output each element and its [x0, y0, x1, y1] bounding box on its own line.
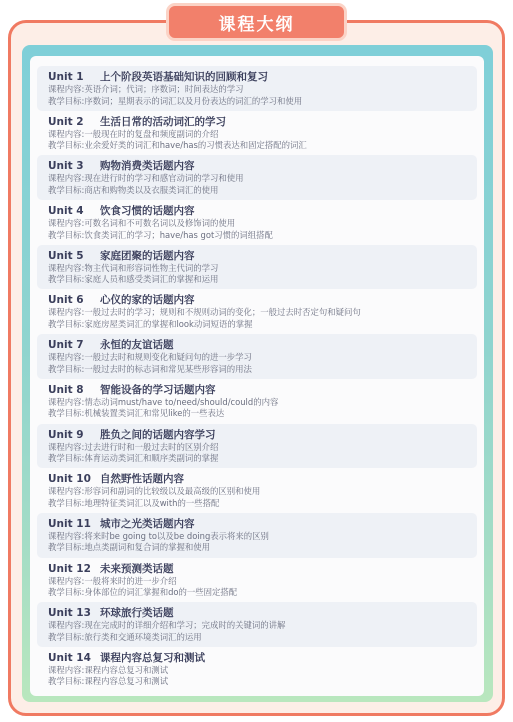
- unit-title: 永恒的友谊话题: [100, 339, 174, 352]
- unit-title: 智能设备的学习话题内容: [100, 383, 216, 396]
- unit-title: 饮食习惯的话题内容: [100, 205, 195, 218]
- unit-goal: 教学目标:身体部位的词汇掌握和do的一些固定搭配: [48, 587, 238, 598]
- unit-content: 课程内容:物主代词和形容词性物主代词的学习: [48, 262, 219, 273]
- unit-item: [37, 66, 477, 111]
- unit-goal: 教学目标:家庭人员和感受类词汇的掌握和运用: [48, 274, 219, 285]
- unit-goal: 教学目标:课程内容总复习和测试: [48, 676, 169, 687]
- unit-title: 自然野性话题内容: [100, 473, 184, 486]
- unit-number: Unit 6: [48, 294, 84, 307]
- unit-item: [37, 289, 477, 334]
- unit-content: 课程内容:过去进行时和一般过去时的区别介绍: [48, 441, 219, 452]
- unit-content: 课程内容:可数名词和不可数名词以及修饰词的使用: [48, 218, 236, 229]
- unit-goal: 教学目标:机械装置类词汇和常见like的一些表达: [48, 408, 225, 419]
- unit-heading: [48, 115, 477, 129]
- unit-title: 城市之光类话题内容: [100, 517, 195, 530]
- unit-heading: [48, 338, 477, 352]
- unit-heading: [48, 204, 477, 218]
- unit-goal: 教学目标:一般过去时的标志词和常见某些形容词的用法: [48, 363, 252, 374]
- unit-title: 心仪的家的话题内容: [100, 294, 195, 307]
- unit-goal: 教学目标:商店和购物类以及衣服类词汇的使用: [48, 184, 219, 195]
- unit-title: 未来预测类话题: [100, 562, 174, 575]
- unit-number: Unit 9: [48, 428, 84, 441]
- unit-heading: [48, 159, 477, 173]
- unit-number: Unit 13: [48, 607, 91, 620]
- page-title: 课程大纲: [218, 14, 295, 35]
- unit-goal: 教学目标:旅行类和交通环境类词汇的运用: [48, 631, 202, 642]
- unit-item: [37, 647, 477, 692]
- unit-title: 胜负之间的话题内容学习: [100, 428, 216, 441]
- unit-goal: 教学目标:体育运动类词汇和顺序类副词的掌握: [48, 453, 219, 463]
- unit-heading: [48, 517, 477, 531]
- unit-heading: [48, 428, 477, 442]
- unit-content: 课程内容:现在完成时的详细介绍和学习；完成时的关键词的讲解: [48, 620, 286, 631]
- unit-number: Unit 4: [48, 205, 84, 218]
- unit-item: [37, 111, 477, 156]
- unit-title: 家庭团聚的话题内容: [100, 249, 195, 262]
- unit-content: 课程内容:形容词和副词的比较级以及最高级的区别和使用: [48, 486, 261, 497]
- unit-title: 课程内容总复习和测试: [100, 651, 205, 664]
- unit-item: [37, 468, 477, 513]
- unit-number: Unit 11: [48, 517, 91, 530]
- unit-number: Unit 8: [48, 383, 84, 396]
- unit-content: 课程内容:英语介词；代词；序数词；时间表达的学习: [48, 84, 244, 94]
- unit-heading: [48, 562, 477, 576]
- unit-heading: [48, 651, 477, 665]
- unit-item: [37, 379, 477, 424]
- unit-number: Unit 2: [48, 115, 84, 128]
- unit-content: 课程内容:课程内容总复习和测试: [48, 664, 169, 675]
- unit-number: Unit 7: [48, 339, 84, 352]
- title-tab: [166, 3, 347, 41]
- unit-title: 环球旅行类话题: [100, 607, 174, 620]
- unit-goal: 教学目标:地理特征类词汇以及with的一些搭配: [48, 497, 220, 508]
- unit-goal: 教学目标:家庭房屋类词汇的掌握和look动词短语的掌握: [48, 318, 253, 329]
- unit-item: [37, 200, 477, 245]
- unit-item: [37, 245, 477, 290]
- unit-content: 课程内容:现在进行时的学习和感官动词的学习和使用: [48, 173, 244, 184]
- unit-heading: [48, 383, 477, 397]
- unit-item: [37, 155, 477, 200]
- unit-item: [37, 513, 477, 558]
- unit-heading: [48, 472, 477, 486]
- unit-goal: 教学目标:饮食类词汇的学习；have/has got习惯的词组搭配: [48, 229, 273, 240]
- unit-content: 课程内容:一般过去时和规则变化和疑问句的进一步学习: [48, 352, 252, 363]
- unit-number: Unit 14: [48, 651, 91, 664]
- unit-goal: 教学目标:序数词；星期表示的词汇以及月份表达的词汇的学习和使用: [48, 95, 303, 106]
- unit-item: [37, 424, 477, 469]
- unit-title: 购物消费类话题内容: [100, 160, 195, 173]
- unit-heading: [48, 70, 477, 84]
- unit-item: [37, 602, 477, 647]
- unit-heading: [48, 249, 477, 263]
- unit-title: 生活日常的活动词汇的学习: [100, 115, 226, 128]
- unit-goal: 教学目标:地点类副词和复合词的掌握和使用: [48, 542, 210, 553]
- unit-number: Unit 12: [48, 562, 91, 575]
- unit-item: [37, 334, 477, 379]
- unit-content: 课程内容:一般过去时的学习；规则和不规则动词的变化；一般过去时否定句和疑问句: [48, 307, 361, 318]
- unit-number: Unit 3: [48, 160, 84, 173]
- unit-content: 课程内容:情态动词must/have to/need/should/could的内容: [48, 396, 279, 407]
- unit-heading: [48, 606, 477, 620]
- unit-item: [37, 558, 477, 603]
- unit-number: Unit 5: [48, 249, 84, 262]
- unit-content: 课程内容:将来时be going to以及be doing表示将来的区别: [48, 530, 269, 541]
- unit-content: 课程内容:一般将来时的进一步介绍: [48, 575, 177, 586]
- unit-title: 上个阶段英语基础知识的回顾和复习: [100, 71, 268, 83]
- unit-content: 课程内容:一般现在时的复盘和频度副词的介绍: [48, 128, 219, 139]
- unit-number: Unit 1: [48, 71, 84, 83]
- unit-heading: [48, 293, 477, 307]
- syllabus-card: [30, 56, 484, 696]
- unit-number: Unit 10: [48, 473, 91, 486]
- unit-goal: 教学目标:业余爱好类的词汇和have/has的习惯表达和固定搭配的词汇: [48, 140, 307, 151]
